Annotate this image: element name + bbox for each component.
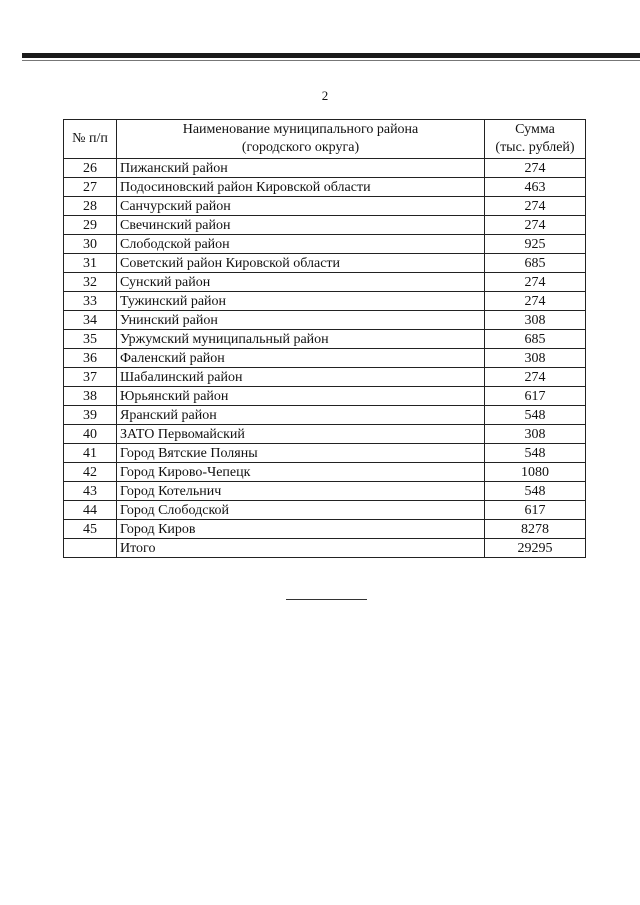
row-name: Город Вятские Поляны <box>117 444 485 463</box>
table-row <box>64 311 586 330</box>
row-name: Фаленский район <box>117 349 485 368</box>
row-name: Пижанский район <box>117 159 485 178</box>
header-sum-line1: Сумма <box>515 122 555 137</box>
row-name: Свечинский район <box>117 216 485 235</box>
row-num <box>64 539 117 558</box>
row-sum: 548 <box>485 406 586 425</box>
row-num: 30 <box>64 235 117 254</box>
row-name: Юрьянский район <box>117 387 485 406</box>
row-sum: 274 <box>485 197 586 216</box>
row-sum: 685 <box>485 254 586 273</box>
row-num: 27 <box>64 178 117 197</box>
table-header-row <box>64 120 586 159</box>
row-name: Подосиновский район Кировской области <box>117 178 485 197</box>
row-sum: 463 <box>485 178 586 197</box>
table-body <box>64 159 586 558</box>
row-name: Итого <box>117 539 485 558</box>
header-name-line2: (городского округа) <box>241 140 360 155</box>
table-row <box>64 197 586 216</box>
row-sum: 8278 <box>485 520 586 539</box>
row-sum: 274 <box>485 216 586 235</box>
row-sum: 274 <box>485 292 586 311</box>
row-name: Сунский район <box>117 273 485 292</box>
table-row <box>64 463 586 482</box>
table-row <box>64 273 586 292</box>
header-name <box>117 120 485 159</box>
row-name: Слободской район <box>117 235 485 254</box>
row-sum: 308 <box>485 349 586 368</box>
row-sum: 548 <box>485 444 586 463</box>
row-name: Унинский район <box>117 311 485 330</box>
row-num: 41 <box>64 444 117 463</box>
header-num: № п/п <box>64 120 117 159</box>
row-name: Город Киров <box>117 520 485 539</box>
row-num: 37 <box>64 368 117 387</box>
table-row <box>64 330 586 349</box>
table-row <box>64 368 586 387</box>
row-sum: 617 <box>485 501 586 520</box>
row-name: ЗАТО Первомайский <box>117 425 485 444</box>
header-sum-line2: (тыс. рублей) <box>495 140 575 155</box>
row-name: Советский район Кировской области <box>117 254 485 273</box>
table-row <box>64 501 586 520</box>
row-num: 26 <box>64 159 117 178</box>
row-num: 39 <box>64 406 117 425</box>
row-num: 42 <box>64 463 117 482</box>
row-sum: 685 <box>485 330 586 349</box>
row-sum: 617 <box>485 387 586 406</box>
row-sum: 925 <box>485 235 586 254</box>
row-sum: 308 <box>485 425 586 444</box>
table-row <box>64 292 586 311</box>
row-sum: 274 <box>485 273 586 292</box>
row-num: 29 <box>64 216 117 235</box>
row-num: 38 <box>64 387 117 406</box>
row-name: Шабалинский район <box>117 368 485 387</box>
row-num: 34 <box>64 311 117 330</box>
row-num: 43 <box>64 482 117 501</box>
table-row <box>64 159 586 178</box>
total-row <box>64 539 586 558</box>
row-name: Яранский район <box>117 406 485 425</box>
row-num: 28 <box>64 197 117 216</box>
table-row <box>64 254 586 273</box>
header-name-line1: Наименование муниципального района <box>182 122 419 137</box>
row-num: 35 <box>64 330 117 349</box>
table-row <box>64 406 586 425</box>
header-sum <box>485 120 586 159</box>
row-sum: 1080 <box>485 463 586 482</box>
table-row <box>64 444 586 463</box>
row-name: Уржумский муниципальный район <box>117 330 485 349</box>
table-row <box>64 520 586 539</box>
table-row <box>64 425 586 444</box>
row-sum: 274 <box>485 159 586 178</box>
row-name: Город Котельнич <box>117 482 485 501</box>
table-row <box>64 216 586 235</box>
row-sum: 274 <box>485 368 586 387</box>
row-num: 45 <box>64 520 117 539</box>
row-sum: 548 <box>485 482 586 501</box>
table-row <box>64 349 586 368</box>
table-row <box>64 178 586 197</box>
row-num: 32 <box>64 273 117 292</box>
table-row <box>64 235 586 254</box>
page-number: 2 <box>321 88 329 103</box>
row-num: 33 <box>64 292 117 311</box>
row-num: 44 <box>64 501 117 520</box>
header-rule <box>22 53 640 58</box>
table-row <box>64 387 586 406</box>
end-rule <box>286 599 367 600</box>
table-row <box>64 482 586 501</box>
row-num: 31 <box>64 254 117 273</box>
row-num: 36 <box>64 349 117 368</box>
row-sum: 29295 <box>485 539 586 558</box>
allocation-table <box>63 119 586 558</box>
row-name: Город Кирово-Чепецк <box>117 463 485 482</box>
row-sum: 308 <box>485 311 586 330</box>
row-name: Тужинский район <box>117 292 485 311</box>
row-name: Город Слободской <box>117 501 485 520</box>
row-name: Санчурский район <box>117 197 485 216</box>
row-num: 40 <box>64 425 117 444</box>
header-rule-thin <box>22 60 640 61</box>
